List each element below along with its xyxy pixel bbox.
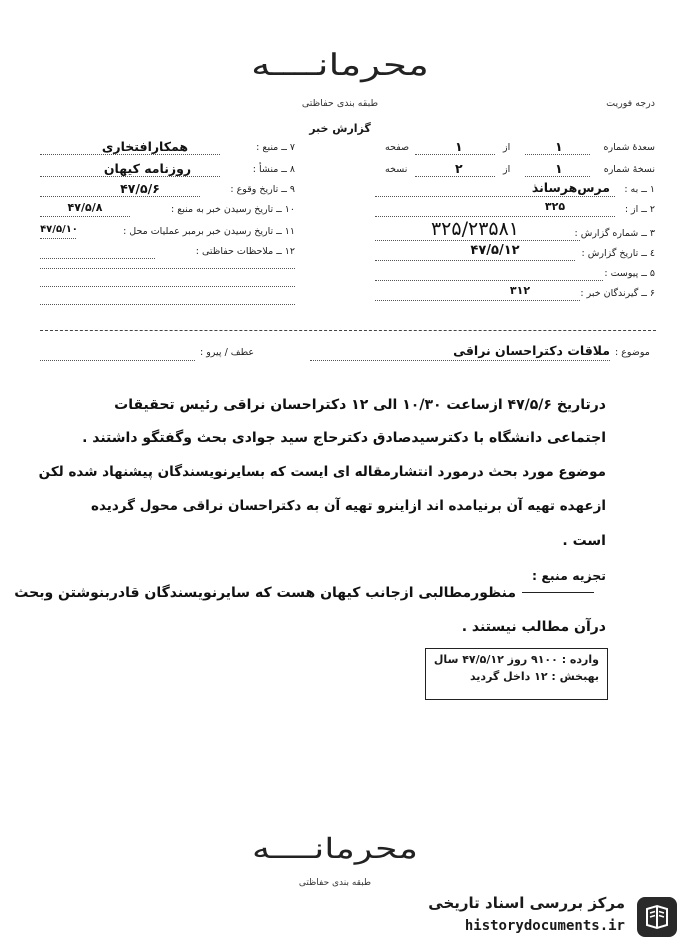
field-recipients-label: ۶ ــ گیرندگان خبر :: [580, 288, 655, 299]
analysis-line-2: درآن مطالب نیستند .: [461, 619, 606, 635]
subject-label: موضوع :: [615, 347, 650, 358]
field-received-ops-date-value: ۴۷/۵/۱۰: [40, 224, 78, 235]
reference-label: عطف / پیرو :: [200, 347, 255, 358]
field-page-unit: صفحه: [385, 142, 410, 153]
field-attachment: [375, 266, 655, 284]
field-copy-number: ۱: [555, 161, 563, 176]
field-origin: [40, 162, 295, 180]
body-line-2: اجتماعی دانشگاه با دکترسیدصادق دکترحاج سید جوادی بحث وگفتگو داشتند .: [82, 430, 606, 446]
body-line-4: ازعهده تهیه آن برنیامده اند ازاینرو تهیه آن به دکتراحسان نراقی محول گردیده: [91, 498, 606, 514]
field-security-notes: [40, 244, 295, 262]
field-received-ops-date: [40, 224, 295, 242]
field-copy-of: از: [503, 164, 511, 175]
field-origin-value: روزنامه کیهان: [103, 161, 192, 176]
body-line-3: موضوع مورد بحث درمورد انتشارمقاله ای ایست که بسایرنویسندگان پیشنهاد شده لکن: [38, 464, 606, 480]
field-report-date-value: ۴۷/۵/۱۲: [470, 243, 520, 258]
watermark-url: historydocuments.ir: [464, 918, 625, 934]
field-page-label: سعدهٔ شماره: [603, 142, 655, 153]
field-copy: [375, 162, 655, 180]
book-logo-icon: [637, 897, 677, 937]
field-report-number: [375, 218, 655, 244]
field-source-value: همکارافتخاری: [101, 139, 189, 154]
field-copy-label: نسخهٔ شماره: [603, 164, 655, 175]
body-line-1: درتاریخ ۴۷/۵/۶ ازساعت ۱۰/۳۰ الی ۱۲ دکتراحسان نراقی رئیس تحقیقات: [114, 397, 606, 413]
field-copy-unit: نسخه: [385, 164, 408, 175]
body-line-5: است .: [562, 533, 606, 549]
watermark: [415, 892, 685, 944]
field-recipients-value: ۳۱۲: [509, 284, 531, 297]
field-to-value: مرس‌هرسانذ: [531, 180, 610, 195]
field-recipients: [375, 286, 655, 304]
watermark-title: مرکز بررسی اسناد تاریخی: [428, 894, 625, 912]
field-event-date-value: ۴۷/۵/۶: [120, 181, 160, 196]
field-received-source-date: [40, 202, 295, 220]
field-from-value: ۳۲۵: [544, 200, 566, 213]
field-attachment-label: ۵ ــ پیوست :: [604, 268, 655, 279]
report-title: گزارش خبر: [309, 122, 371, 135]
incoming-reference-stamp: [425, 648, 608, 700]
field-report-date: [375, 243, 655, 264]
field-to: [375, 182, 655, 200]
field-page-number: ۱: [555, 139, 563, 154]
classification-level-bottom: طبقه بندی حفاظتی: [298, 878, 372, 888]
field-received-source-date-value: ۴۷/۵/۸: [67, 201, 103, 214]
field-from-label: ۲ ــ از :: [624, 204, 655, 215]
field-source-label: ۷ ــ منبع :: [256, 142, 295, 153]
field-report-number-value: ۳۲۵/۲۳۵۸۱: [430, 218, 520, 240]
analysis-underline: [522, 592, 594, 593]
field-event-date-label: ۹ ــ تاریخ وقوع :: [230, 184, 295, 195]
header-divider: [40, 330, 656, 331]
analysis-label: تجزیه منبع :: [532, 568, 606, 583]
field-origin-label: ۸ ــ منشأ :: [252, 164, 295, 175]
field-to-label: ۱ ــ به :: [624, 184, 655, 195]
field-report-number-label: ۳ ــ شماره گزارش :: [574, 228, 655, 239]
field-page-of: از: [503, 142, 511, 153]
field-report-date-label: ٤ ــ تاریخ گزارش :: [581, 248, 655, 259]
field-event-date: [40, 182, 295, 200]
field-security-notes-label: ۱۲ ــ ملاحظات حفاظتی :: [195, 246, 295, 257]
analysis-line-1: منظورمطالبی ازجانب کیهان هست که سایرنویسندگان قادربنوشتن وبحث: [14, 585, 516, 601]
subject-value: ملاقات دکتراحسان نراقی: [453, 343, 610, 358]
field-page-total: ۱: [455, 139, 463, 154]
stamp-line-1: وارده : ۹۱۰۰ روز ۴۷/۵/۱۲ سال: [433, 653, 599, 666]
stamp-line-2: بهبخش : ۱۲ داخل گردید: [469, 670, 599, 683]
urgency-label: درجه فوریت: [606, 98, 655, 109]
classification-stamp-bottom: محرمانــــه: [252, 832, 418, 865]
field-received-source-date-label: ۱۰ ــ تاریخ رسیدن خبر به منبع :: [170, 204, 295, 215]
field-source: [40, 140, 295, 158]
classification-stamp-top: محرمانــــه: [251, 48, 429, 83]
field-page: [375, 140, 655, 158]
classification-level-top: طبقه بندی حفاظتی: [301, 98, 379, 109]
field-copy-total: ۲: [455, 161, 463, 176]
field-received-ops-date-label: ۱۱ ــ تاریخ رسیدن خبر برمبر عملیات محل :: [123, 226, 295, 237]
